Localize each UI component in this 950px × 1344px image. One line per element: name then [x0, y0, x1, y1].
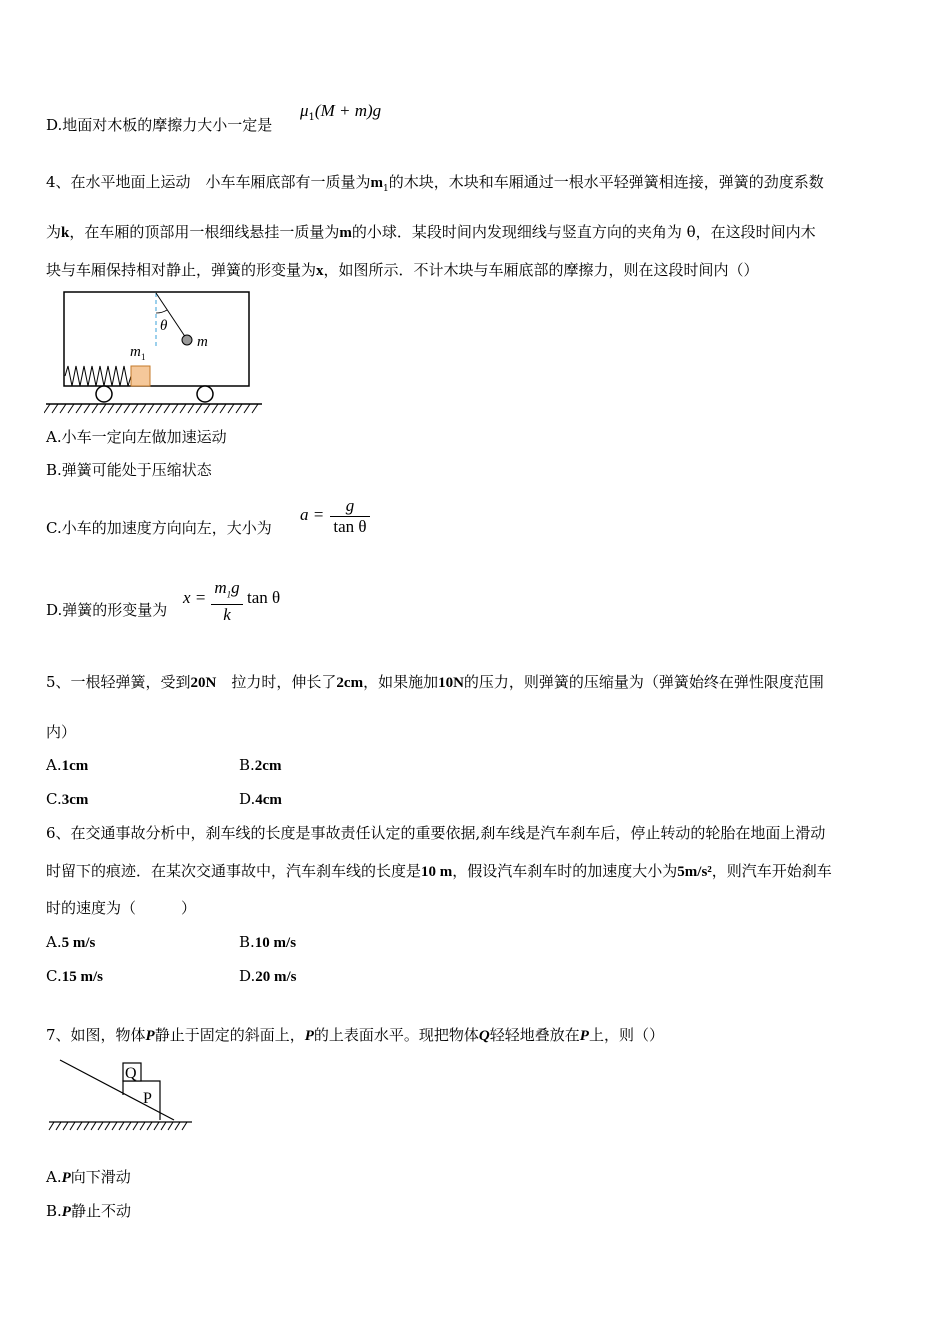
- q5-stem-line2: 内）: [46, 723, 77, 741]
- right-wheel: [197, 386, 213, 402]
- incline-line: [60, 1060, 174, 1120]
- q4-option-d-formula: x = $m_1g$ k tan θ: [183, 578, 281, 625]
- q6-option-a: A.5 m/s: [46, 933, 96, 951]
- q4-option-b: B.弹簧可能处于压缩状态: [46, 461, 212, 479]
- q7-stem-line1: 7、如图，物体P静止于固定的斜面上，P的上表面水平。现把物体Q轻轻地叠放在P上，则（）: [46, 1026, 664, 1044]
- q4-stem-line3: 块与车厢保持相对静止，弹簧的形变量为x，如图所示．不计木块与车厢底部的摩擦力，则在这段时间内（）: [46, 261, 759, 279]
- q3-option-d-text: D.地面对木板的摩擦力大小一定是: [46, 116, 273, 134]
- q5-stem-line1: 5、一根轻弹簧，受到20N 拉力时，伸长了2cm，如果施加10N的压力，则弹簧的压缩量为（弹簧始终在弹性限度范围: [46, 673, 824, 691]
- spring: [65, 366, 131, 386]
- q4-option-c: C.小车的加速度方向向左，大小为: [46, 519, 272, 537]
- angle-arc: [156, 310, 167, 313]
- block-label-sub: 1: [141, 352, 146, 362]
- q4-figure-svg: [44, 288, 266, 416]
- block-p: [123, 1081, 160, 1120]
- q7-option-b: B.P静止不动: [46, 1202, 131, 1220]
- p-label: P: [143, 1090, 152, 1107]
- theta-label: θ: [160, 318, 168, 334]
- q6-stem-line3: 时的速度为（ ）: [46, 899, 197, 917]
- q5-option-b: B.2cm: [239, 756, 282, 774]
- q7-option-a: A.P向下滑动: [46, 1168, 131, 1186]
- ground-hatch: [49, 1122, 187, 1130]
- q5-option-a: A.1cm: [46, 756, 89, 774]
- q6-option-d: D.20 m/s: [239, 967, 297, 985]
- q4-stem-line1: 4、在水平地面上运动 小车车厢底部有一质量为$m_1$的木块，木块和车厢通过一根水平轻弹簧相连接，弹簧的劲度系数: [46, 173, 824, 194]
- q4-option-c-formula: a = g tan θ: [300, 496, 380, 542]
- q-label: Q: [125, 1065, 137, 1082]
- q5-option-c: C.3cm: [46, 790, 89, 808]
- block-m1: [131, 366, 150, 386]
- q4-option-a: A.小车一定向左做加速运动: [46, 428, 227, 446]
- ball-label: m: [197, 334, 208, 350]
- q4-option-d-fraction: $m_1g$ k: [211, 578, 243, 625]
- q5-option-d: D.4cm: [239, 790, 282, 808]
- q3-option-d-formula: $\mu_1(M + m)g$: [300, 101, 382, 124]
- q3-option-d: [46, 115, 272, 135]
- block-label: m: [130, 344, 141, 360]
- q4-figure: [44, 288, 266, 416]
- q6-stem-line1: 6、在交通事故分析中，刹车线的长度是事故责任认定的重要依据,刹车线是汽车刹车后，停止转动的轮胎在地面上滑动: [46, 824, 826, 842]
- ground-hatch: [44, 404, 258, 413]
- q7-figure-svg: [46, 1057, 196, 1135]
- q4-option-d: D.弹簧的形变量为: [46, 601, 168, 619]
- q4-option-c-fraction: g tan θ: [330, 496, 370, 537]
- q6-option-c: C.15 m/s: [46, 967, 103, 985]
- q4-stem-line2: 为k，在车厢的顶部用一根细线悬挂一质量为m的小球．某段时间内发现细线与竖直方向的夹角为 θ，在这段时间内木: [46, 223, 816, 241]
- q6-stem-line2: 时留下的痕迹．在某次交通事故中，汽车刹车线的长度是10 m，假设汽车刹车时的加速度大小为5m/s²，则汽车开始刹车: [46, 862, 832, 880]
- q7-figure: [46, 1057, 196, 1135]
- left-wheel: [96, 386, 112, 402]
- ball: [182, 335, 192, 345]
- q6-option-b: B.10 m/s: [239, 933, 297, 951]
